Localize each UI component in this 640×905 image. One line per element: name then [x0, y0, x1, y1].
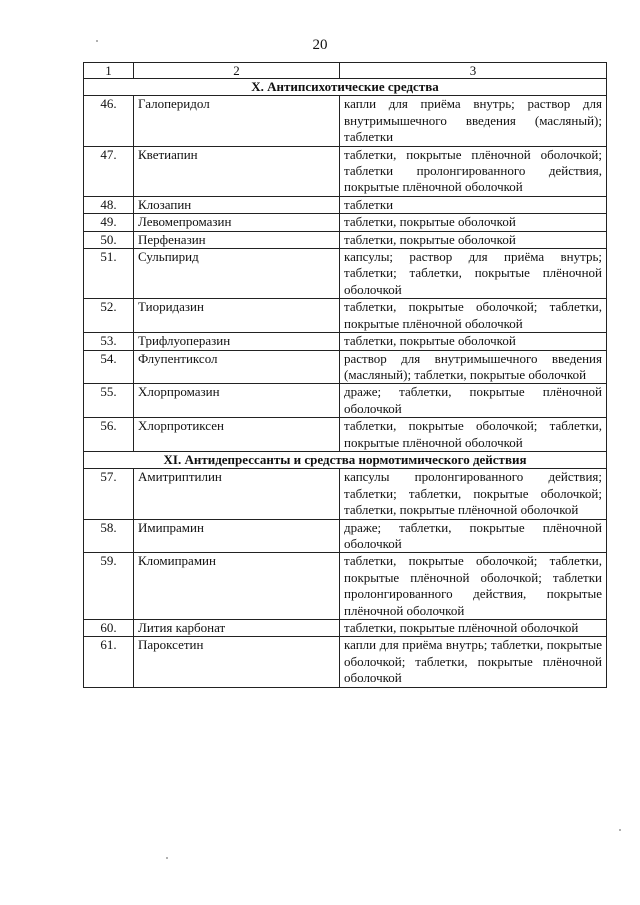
dosage-form: таблетки, покрытые оболочкой; таблетки, покрытые плёночной оболочкой	[340, 299, 607, 333]
table-row	[84, 333, 607, 350]
column-header-3: 3	[340, 63, 607, 79]
row-number: 61.	[84, 637, 134, 687]
table-body	[84, 79, 607, 688]
table-header-row	[84, 63, 607, 79]
dosage-form: капли для приёма внутрь; раствор для внутримышечного введения (масляный); таблетки	[340, 96, 607, 146]
drug-name: Перфеназин	[134, 231, 340, 248]
row-number: 57.	[84, 469, 134, 519]
table-row	[84, 249, 607, 299]
table-row	[84, 299, 607, 333]
drug-name: Левомепромазин	[134, 214, 340, 231]
row-number: 52.	[84, 299, 134, 333]
dosage-form: таблетки, покрытые оболочкой; таблетки, покрытые плёночной оболочкой	[340, 418, 607, 452]
table-row	[84, 214, 607, 231]
row-number: 48.	[84, 196, 134, 213]
dosage-form: драже; таблетки, покрытые плёночной оболочкой	[340, 384, 607, 418]
table-row	[84, 418, 607, 452]
drug-name: Флупентиксол	[134, 350, 340, 384]
drug-name: Амитриптилин	[134, 469, 340, 519]
scan-speck	[619, 829, 621, 831]
drug-name: Лития карбонат	[134, 620, 340, 637]
dosage-form: капсулы; раствор для приёма внутрь; таблетки; таблетки, покрытые плёночной оболочкой	[340, 249, 607, 299]
row-number: 47.	[84, 146, 134, 196]
section-header-row	[84, 79, 607, 96]
dosage-form: раствор для внутримышечного введения (масляный); таблетки, покрытые оболочкой	[340, 350, 607, 384]
section-title: X. Антипсихотические средства	[84, 79, 607, 96]
dosage-form: таблетки, покрытые оболочкой; таблетки, покрытые плёночной оболочкой; таблетки пролонгированного действия, покрытые плёночной оболочкой	[340, 553, 607, 620]
drug-name: Клозапин	[134, 196, 340, 213]
table-row	[84, 469, 607, 519]
table-row	[84, 620, 607, 637]
scan-speck	[96, 40, 98, 42]
table-row	[84, 350, 607, 384]
dosage-form: таблетки, покрытые плёночной оболочкой; таблетки пролонгированного действия, покрытые плёночной оболочкой	[340, 146, 607, 196]
column-header-2: 2	[134, 63, 340, 79]
row-number: 58.	[84, 519, 134, 553]
drug-name: Сульпирид	[134, 249, 340, 299]
drug-name: Кветиапин	[134, 146, 340, 196]
table-row	[84, 231, 607, 248]
dosage-form: таблетки, покрытые оболочкой	[340, 333, 607, 350]
table-row	[84, 196, 607, 213]
drug-name: Кломипрамин	[134, 553, 340, 620]
table-row	[84, 519, 607, 553]
row-number: 53.	[84, 333, 134, 350]
row-number: 46.	[84, 96, 134, 146]
section-title: XI. Антидепрессанты и средства нормотимического действия	[84, 451, 607, 468]
drug-name: Трифлуоперазин	[134, 333, 340, 350]
drug-name: Пароксетин	[134, 637, 340, 687]
table-row	[84, 384, 607, 418]
page-number: 20	[312, 37, 328, 53]
dosage-form: таблетки, покрытые оболочкой	[340, 231, 607, 248]
drug-name: Хлорпромазин	[134, 384, 340, 418]
table-row	[84, 553, 607, 620]
dosage-form: таблетки	[340, 196, 607, 213]
medicines-table	[83, 62, 607, 688]
row-number: 54.	[84, 350, 134, 384]
dosage-form: драже; таблетки, покрытые плёночной оболочкой	[340, 519, 607, 553]
section-header-row	[84, 451, 607, 468]
dosage-form: таблетки, покрытые плёночной оболочкой	[340, 620, 607, 637]
row-number: 55.	[84, 384, 134, 418]
drug-name: Хлорпротиксен	[134, 418, 340, 452]
drug-name: Имипрамин	[134, 519, 340, 553]
dosage-form: таблетки, покрытые оболочкой	[340, 214, 607, 231]
row-number: 60.	[84, 620, 134, 637]
row-number: 49.	[84, 214, 134, 231]
dosage-form: капли для приёма внутрь; таблетки, покрытые оболочкой; таблетки, покрытые плёночной оболочкой	[340, 637, 607, 687]
row-number: 51.	[84, 249, 134, 299]
table-row	[84, 146, 607, 196]
table-row	[84, 96, 607, 146]
drug-name: Галоперидол	[134, 96, 340, 146]
dosage-form: капсулы пролонгированного действия; таблетки; таблетки, покрытые оболочкой; таблетки, покрытые плёночной оболочкой	[340, 469, 607, 519]
drug-name: Тиоридазин	[134, 299, 340, 333]
row-number: 50.	[84, 231, 134, 248]
table-row	[84, 637, 607, 687]
scan-speck	[166, 857, 168, 859]
column-header-1: 1	[84, 63, 134, 79]
row-number: 56.	[84, 418, 134, 452]
row-number: 59.	[84, 553, 134, 620]
